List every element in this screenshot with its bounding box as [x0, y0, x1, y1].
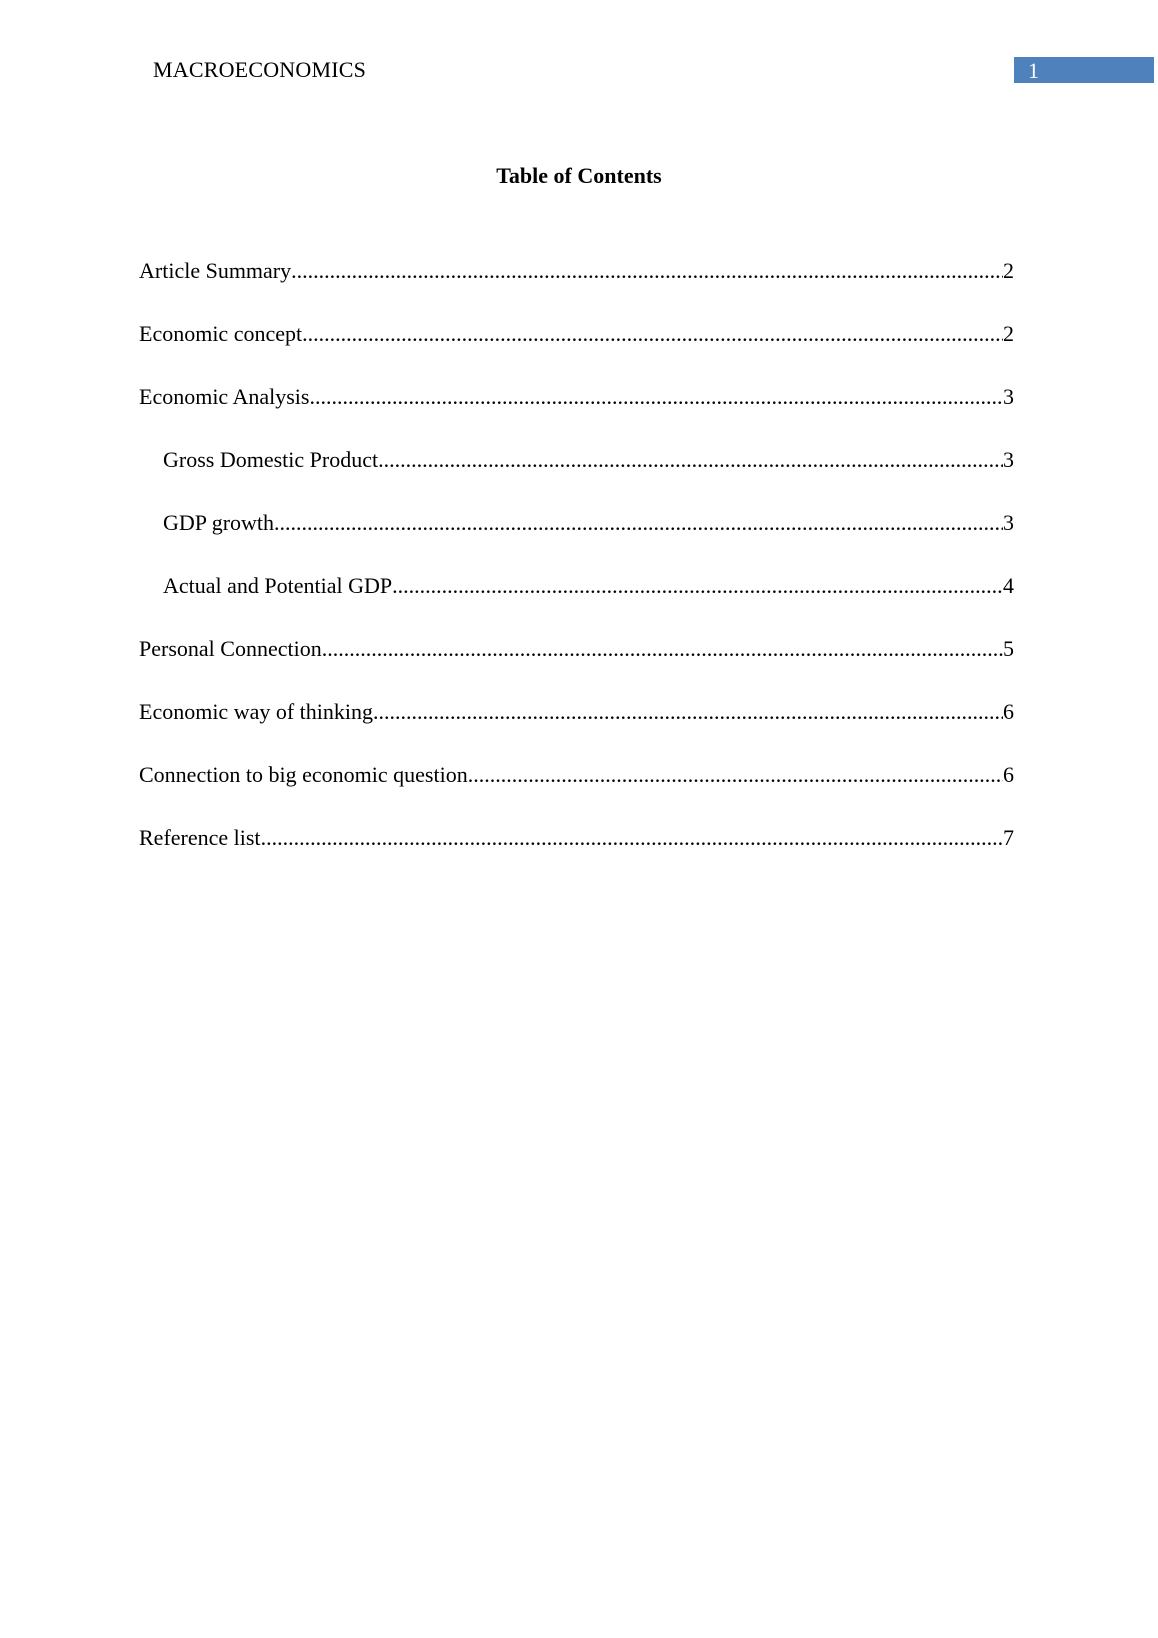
toc-entry-label: Connection to big economic question	[139, 762, 468, 787]
toc-entry-label: GDP growth	[163, 510, 275, 535]
toc-entry-label: Economic concept	[139, 321, 303, 346]
toc-entry-label: Reference list	[139, 825, 261, 850]
toc-entry-page: 6	[1003, 762, 1014, 787]
toc-entry-page: 2	[1003, 258, 1014, 283]
toc-dot-leader	[291, 258, 1003, 284]
toc-entry-economic-analysis[interactable]	[139, 384, 1014, 447]
toc-dot-leader	[322, 636, 1003, 662]
toc-entry-actual-and-potential-gdp[interactable]	[139, 573, 1014, 636]
running-header-title: MACROECONOMICS	[153, 57, 367, 82]
toc-entry-label: Actual and Potential GDP	[163, 573, 393, 598]
toc-dot-leader	[392, 573, 1003, 599]
toc-entry-page: 7	[1003, 825, 1014, 850]
toc-dot-leader	[468, 762, 1003, 788]
toc-entry-page: 3	[1003, 384, 1014, 409]
toc-dot-leader	[274, 510, 1003, 536]
toc-entry-page: 6	[1003, 699, 1014, 724]
toc-entry-personal-connection[interactable]	[139, 636, 1014, 699]
toc-entry-label: Economic Analysis	[139, 384, 310, 409]
toc-heading: Table of Contents	[496, 163, 662, 188]
page-number-badge	[1014, 57, 1154, 83]
toc-dot-leader	[302, 321, 1003, 347]
toc-entry-economic-concept[interactable]	[139, 321, 1014, 384]
toc-entry-page: 5	[1003, 636, 1014, 661]
toc-entry-label: Personal Connection	[139, 636, 322, 661]
toc-entry-gdp-growth[interactable]	[139, 510, 1014, 573]
toc-entry-reference-list[interactable]	[139, 825, 1014, 888]
toc-entry-label: Article Summary	[139, 258, 292, 283]
toc-dot-leader	[378, 447, 1003, 473]
toc-entry-page: 3	[1003, 510, 1014, 535]
toc-entry-economic-way-of-thinking[interactable]	[139, 699, 1014, 762]
toc-entry-page: 2	[1003, 321, 1014, 346]
toc-entry-label: Gross Domestic Product	[163, 447, 379, 472]
toc-dot-leader	[309, 384, 1003, 410]
toc-entry-label: Economic way of thinking	[139, 699, 374, 724]
table-of-contents	[139, 258, 1014, 888]
toc-dot-leader	[261, 825, 1003, 851]
toc-entry-article-summary[interactable]	[139, 258, 1014, 321]
toc-entry-page: 3	[1003, 447, 1014, 472]
toc-dot-leader	[373, 699, 1003, 725]
page-number: 1	[1028, 58, 1039, 83]
toc-entry-gross-domestic-product[interactable]	[139, 447, 1014, 510]
toc-entry-page: 4	[1003, 573, 1014, 598]
toc-entry-connection-to-big-economic-question[interactable]	[139, 762, 1014, 825]
